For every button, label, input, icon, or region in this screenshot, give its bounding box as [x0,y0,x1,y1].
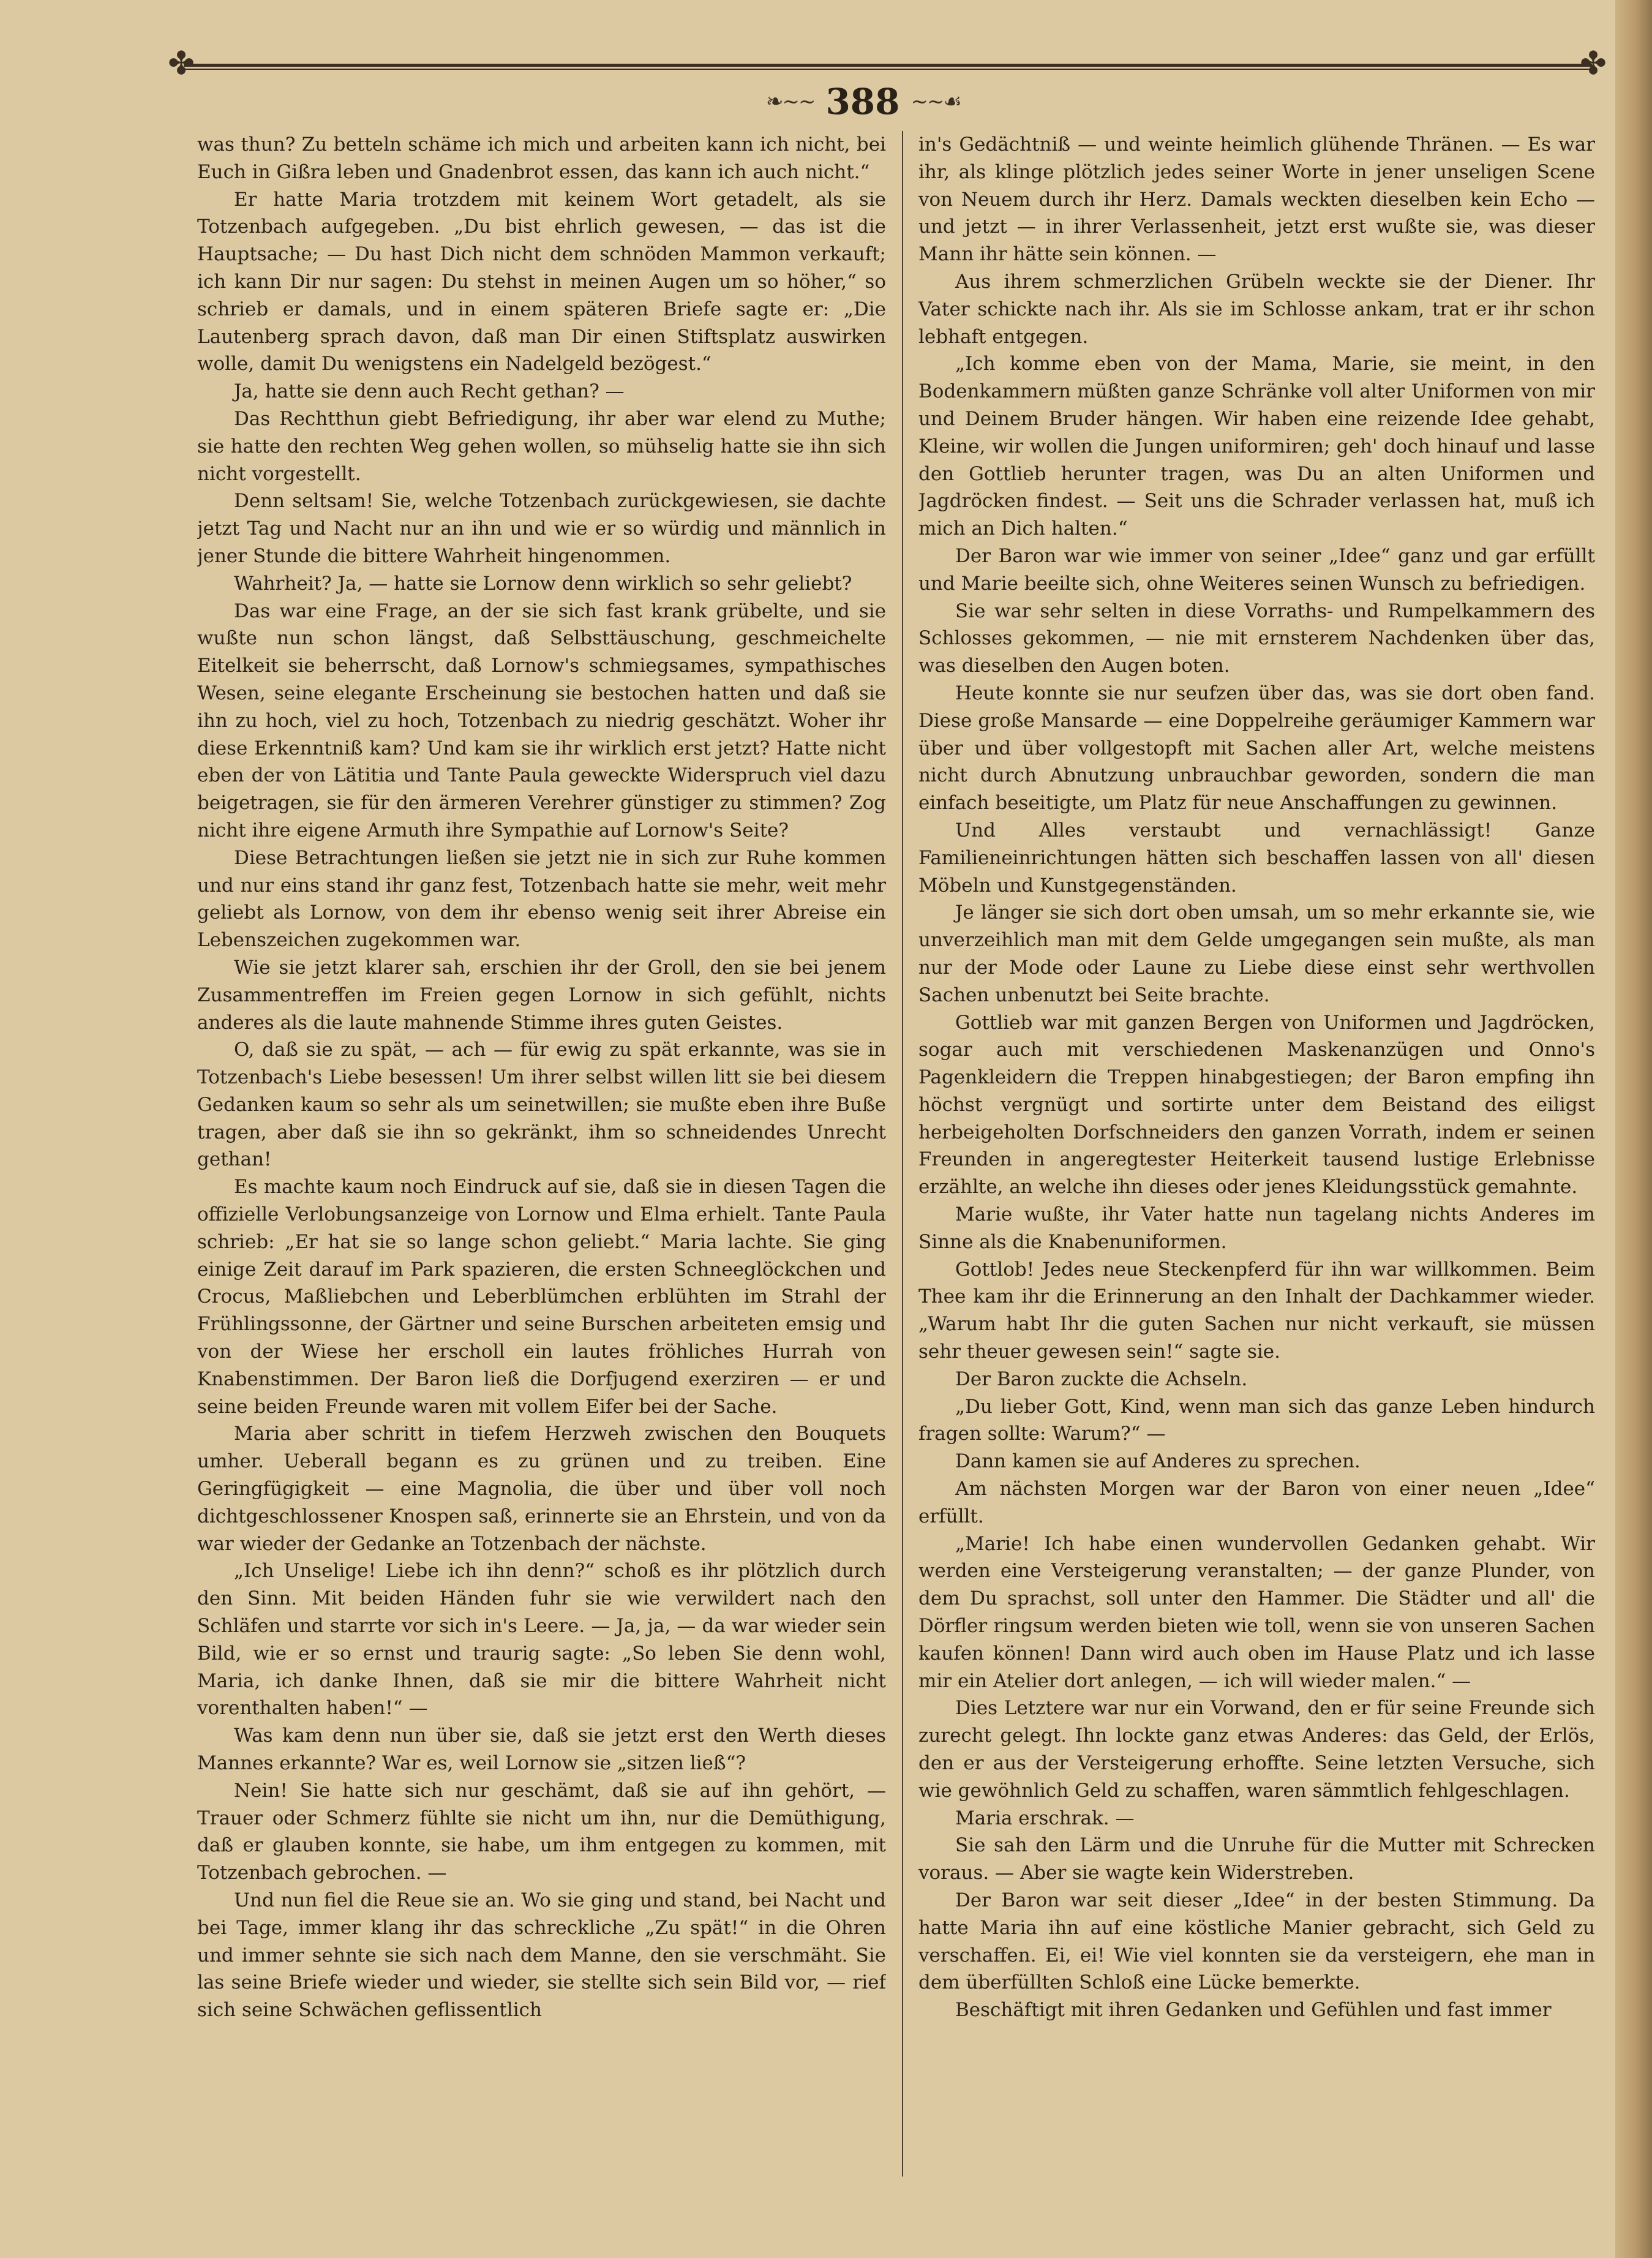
book-binding-edge [1615,0,1652,2258]
page-header [735,77,992,126]
paragraph: Sie war sehr selten in diese Vorraths- und Rumpelkammern des Schlosses gekommen, — nie mit ernsterem Nachdenken über das, was dieselben den Augen boten. [918,600,1595,677]
paragraph: Marie wußte, ihr Vater hatte nun tagelang nichts Anderes im Sinne als die Knabenuniformen. [918,1203,1595,1253]
page-number: 388 [825,81,900,122]
paragraph: Wie sie jetzt klarer sah, erschien ihr der Groll, den sie bei jenem Zusammentreffen im Freien gegen Lornow in sich gefühlt, nichts anderes als die laute mahnende Stimme ihres guten Geistes. [197,956,886,1034]
header-rule [184,64,1592,70]
paragraph: Es machte kaum noch Eindruck auf sie, daß sie in diesen Tagen die offizielle Verlobungsanzeige von Lornow und Elma erhielt. Tante Paula schrieb: „Er hat sie so lange schon geliebt.“ Maria lachte. Sie ging einige Zeit darauf im Park spazieren, die ersten Schneeglöckchen und Crocus, Maßliebchen und Leberblümchen erblühten im Strahl der Frühlingssonne, der Gärtner und seine Burschen arbeiteten emsig und von der Wiese her erscholl ein lautes fröhliches Hurrah von Knabenstimmen. Der Baron ließ die Dorfjugend exerziren — er und seine beiden Freunde waren mit vollem Eifer bei der Sache. [197,1176,886,1418]
paragraph: Heute konnte sie nur seufzen über das, was sie dort oben fand. Diese große Mansarde — eine Doppelreihe geräumiger Kammern war über und über vollgestopft mit Sachen aller Art, welche meistens nicht durch Abnutzung unbrauchbar geworden, sondern die man einfach beseitigte, um Platz für neue Anschaffungen zu gewinnen. [918,682,1595,815]
paragraph: Sie sah den Lärm und die Unruhe für die Mutter mit Schrecken voraus. — Aber sie wagte kein Widerstreben. [918,1834,1595,1884]
paragraph: Gottlob! Jedes neue Steckenpferd für ihn war willkommen. Beim Thee kam ihr die Erinnerung an den Inhalt der Dachkammer wieder. „Warum habt Ihr die guten Sachen nur nicht verkauft, sie müssen sehr theuer gewesen sein!“ sagte sie. [918,1258,1595,1363]
paragraph: Ja, hatte sie denn auch Recht gethan? — [234,380,625,403]
paragraph: Und nun fiel die Reue sie an. Wo sie ging und stand, bei Nacht und bei Tage, immer klang ihr das schreckliche „Zu spät!“ in die Ohren und immer sehnte sie sich nach dem Manne, den sie verschmäht. Sie las seine Briefe wieder und wieder, sie stellte sich sein Bild vor, — rief sich seine Schwächen geflissentlich [197,1889,886,2022]
paragraph: Nein! Sie hatte sich nur geschämt, daß sie auf ihn gehört, — Trauer oder Schmerz fühlte sie nicht um ihn, nur die Demüthigung, daß er glauben konnte, sie habe, um ihm entgegen zu kommen, mit Totzenbach gebrochen. — [197,1779,886,1884]
paragraph: Beschäftigt mit ihren Gedanken und Gefühlen und fast immer [955,1999,1552,2022]
paragraph: „Ich Unselige! Liebe ich ihn denn?“ schoß es ihr plötzlich durch den Sinn. Mit beiden Händen fuhr sie wie verwildert nach den Schläfen und starrte vor sich in's Leere. — Ja, ja, — da war wieder sein Bild, wie er so ernst und traurig sagte: „So leben Sie denn wohl, Maria, ich danke Ihnen, daß sie mir die bittere Wahrheit nicht vorenthalten haben!“ — [197,1560,886,1720]
paragraph: Gottlieb war mit ganzen Bergen von Uniformen und Jagdröcken, sogar auch mit verschiedenen Maskenanzügen und Onno's Pagenkleidern die Treppen hinabgestiegen; der Baron empfing ihn höchst vergnügt und sortirte unter dem Beistand des eiligst herbeigeholten Dorfschneiders den ganzen Vorrath, indem er seinen Freunden in angeregtester Heiterkeit tausend lustige Erlebnisse erzählte, an welche ihn dieses oder jenes Kleidungsstück gemahnte. [918,1011,1595,1199]
paragraph: in's Gedächtniß — und weinte heimlich glühende Thränen. — Es war ihr, als klinge plötzlich jedes seiner Worte in jener unseligen Scene von Neuem durch ihr Herz. Damals weckten dieselben kein Echo — und jetzt — in ihrer Verlassenheit, jetzt erst wußte sie, was dieser Mann ihr hätte sein können. — [918,134,1595,266]
paragraph: Das war eine Frage, an der sie sich fast krank grübelte, und sie wußte nun schon längst, daß Selbsttäuschung, geschmeichelte Eitelkeit sie beherrscht, daß Lornow's schmiegsames, sympathisches Wesen, seine elegante Erscheinung sie bestochen hatten und daß sie ihn zu hoch, viel zu hoch, Totzenbach zu niedrig geschätzt. Woher ihr diese Erkenntniß kam? Und kam sie ihr wirklich erst jetzt? Hatte nicht eben der von Lätitia und Tante Paula geweckte Widerspruch viel dazu beigetragen, sie für den ärmeren Verehrer günstiger zu stimmen? Zog nicht ihre eigene Armuth ihre Sympathie auf Lornow's Seite? [197,600,886,841]
paragraph: Denn seltsam! Sie, welche Totzenbach zurückgewiesen, sie dachte jetzt Tag und Nacht nur an ihn und wie er so würdig und männlich in jener Stunde die bittere Wahrheit hingenommen. [197,490,886,567]
paragraph: Der Baron war seit dieser „Idee“ in der besten Stimmung. Da hatte Maria ihn auf eine köstliche Manier gebracht, sich Geld zu verschaffen. Ei, ei! Wie viel konnten sie da versteigern, ehe man in dem überfüllten Schloß eine Lücke bemerkte. [918,1889,1595,1994]
paragraph: Dies Letztere war nur ein Vorwand, den er für seine Freunde sich zurecht gelegt. Ihn lockte ganz etwas Anderes: das Geld, der Erlös, den er aus der Versteigerung erhoffte. Seine letzten Versuche, sich wie gewöhnlich Geld zu schaffen, waren sämmtlich fehlgeschlagen. [918,1697,1595,1802]
paragraph: Der Baron war wie immer von seiner „Idee“ ganz und gar erfüllt und Marie beeilte sich, ohne Weiteres seinen Wunsch zu befriedigen. [918,544,1595,595]
left-column [197,131,886,2177]
paragraph: Das Rechtthun giebt Befriedigung, ihr aber war elend zu Muthe; sie hatte den rechten Weg gehen wollen, so mühselig hatte sie ihn sich nicht vorgestellt. [197,407,886,485]
right-column [918,131,1595,2177]
paragraph: Je länger sie sich dort oben umsah, um so mehr erkannte sie, wie unverzeihlich man mit dem Gelde umgegangen sein mußte, als man nur der Mode oder Laune zu Liebe diese einst sehr werthvollen Sachen unbenutzt bei Seite brachte. [918,901,1595,1006]
paragraph: was thun? Zu betteln schäme ich mich und arbeiten kann ich nicht, bei Euch in Gißra leben und Gnadenbrot essen, das kann ich auch nicht.“ [197,134,886,183]
paragraph: „Ich komme eben von der Mama, Marie, sie meint, in den Bodenkammern müßten ganze Schränke voll alter Uniformen von mir und Deinem Bruder hängen. Wir haben eine reizende Idee gehabt, Kleine, wir wollen die Jungen uniformiren; geh' doch hinauf und lasse den Gottlieb herunter tragen, was Du an alten Uniformen und Jagdröcken findest. — Seit uns die Schrader verlassen hat, muß ich mich an Dich halten.“ [918,353,1595,540]
paragraph: O, daß sie zu spät, — ach — für ewig zu spät erkannte, was sie in Totzenbach's Liebe besessen! Um ihrer selbst willen litt sie bei diesem Gedanken kaum so sehr als um seinetwillen; sie mußte eben ihre Buße tragen, aber daß sie ihn so gekränkt, ihm so schneidendes Unrecht gethan! [197,1039,886,1171]
paragraph: Und Alles verstaubt und vernachlässigt! Ganze Familieneinrichtungen hätten sich beschaffen lassen von all' diesen Möbeln und Kunstgegenständen. [918,819,1595,897]
paragraph: Der Baron zuckte die Achseln. [955,1368,1248,1390]
paragraph: Maria erschrak. — [955,1807,1135,1829]
paragraph: Diese Betrachtungen ließen sie jetzt nie in sich zur Ruhe kommen und nur eins stand ihr ganz fest, Totzenbach hatte sie mehr, weit mehr geliebt als Lornow, von dem ihr ebenso wenig seit ihrer Abreise ein Lebenszeichen zugekommen war. [197,846,886,952]
corner-ornament-left-icon: ✤ [168,45,195,82]
paragraph: Wahrheit? Ja, — hatte sie Lornow denn wirklich so sehr geliebt? [234,572,852,595]
flourish-right-icon: ~~☙ [910,89,961,114]
corner-ornament-right-icon: ✤ [1580,45,1607,82]
paragraph: Dann kamen sie auf Anderes zu sprechen. [955,1450,1361,1473]
flourish-left-icon: ❧~~ [765,89,815,114]
column-divider [902,131,903,2177]
paragraph: Am nächsten Morgen war der Baron von einer neuen „Idee“ erfüllt. [918,1478,1595,1527]
paragraph: „Du lieber Gott, Kind, wenn man sich das ganze Leben hindurch fragen sollte: Warum?“ — [918,1395,1595,1445]
paragraph: Maria aber schritt in tiefem Herzweh zwischen den Bouquets umher. Ueberall begann es zu grünen und zu treiben. Eine Geringfügigkeit — eine Magnolia, die über und über voll noch dichtgeschlossener Knospen saß, erinnerte sie an Ehrstein, und von da war wieder der Gedanke an Totzenbach der nächste. [197,1423,886,1555]
paragraph: Er hatte Maria trotzdem mit keinem Wort getadelt, als sie Totzenbach aufgegeben. „Du bist ehrlich gewesen, — das ist die Hauptsache; — Du hast Dich nicht dem schnöden Mammon verkauft; ich kann Dir nur sagen: Du stehst in meinen Augen um so höher,“ so schrieb er damals, und in einem späteren Briefe sagte er: „Die Lautenberg sprach davon, daß man Dir einen Stiftsplatz auswirken wolle, damit Du wenigstens ein Nadelgeld bezögest.“ [197,188,886,375]
paragraph: Aus ihrem schmerzlichen Grübeln weckte sie der Diener. Ihr Vater schickte nach ihr. Als sie im Schlosse ankam, trat er ihr schon lebhaft entgegen. [918,270,1595,348]
paragraph: Was kam denn nun über sie, daß sie jetzt erst den Werth dieses Mannes erkannte? War es, weil Lornow sie „sitzen ließ“? [197,1725,886,1775]
paragraph: „Marie! Ich habe einen wundervollen Gedanken gehabt. Wir werden eine Versteigerung veranstalten; — der ganze Plunder, von dem Du sprachst, soll unter den Hammer. Die Städter und all' die Dörfler ringsum werden bieten wie toll, wenn sie von unseren Sachen kaufen können! Dann wird auch oben im Hause Platz und ich lasse mir ein Atelier dort anlegen, — ich will wieder malen.“ — [918,1532,1595,1692]
